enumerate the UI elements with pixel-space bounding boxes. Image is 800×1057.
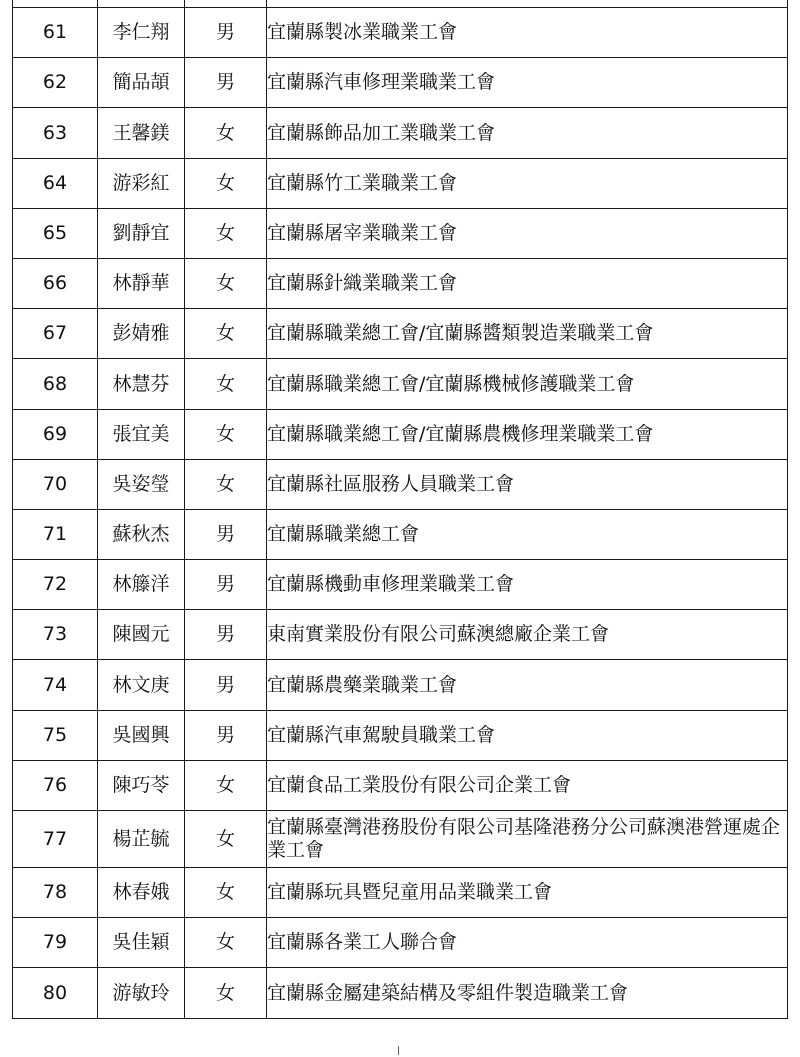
row-number-cell: 63: [13, 108, 98, 158]
row-number-cell: 76: [13, 760, 98, 810]
union-name-cell: 宜蘭縣製冰業職業工會: [267, 8, 788, 58]
member-roster-table: [12, 0, 788, 1019]
table-row: [13, 968, 788, 1018]
table-row: [13, 868, 788, 918]
union-name-cell: 宜蘭縣臺灣港務股份有限公司基隆港務分公司蘇澳港營運處企業工會: [267, 811, 788, 868]
table-row: [13, 108, 788, 158]
row-number-cell: 79: [13, 918, 98, 968]
gender-cell: 男: [185, 58, 267, 108]
row-number-cell: 67: [13, 309, 98, 359]
union-name-cell: 宜蘭縣農藥業職業工會: [267, 660, 788, 710]
gender-cell: 女: [185, 359, 267, 409]
union-name-cell: 宜蘭縣針織業職業工會: [267, 258, 788, 308]
row-number-cell: 70: [13, 459, 98, 509]
table-row: [13, 560, 788, 610]
member-name-cell: 劉靜宜: [98, 208, 185, 258]
gender-cell: 男: [185, 509, 267, 559]
gender-cell: 女: [185, 918, 267, 968]
gender-cell: 男: [185, 8, 267, 58]
header-cell-gender: [185, 0, 267, 8]
row-number-cell: 74: [13, 660, 98, 710]
row-number-cell: 78: [13, 868, 98, 918]
union-name-cell: 宜蘭縣職業總工會/宜蘭縣機械修護職業工會: [267, 359, 788, 409]
table-row: [13, 258, 788, 308]
table-row: [13, 610, 788, 660]
union-name-cell: 宜蘭縣屠宰業職業工會: [267, 208, 788, 258]
row-number-cell: 77: [13, 811, 98, 868]
member-name-cell: 楊芷毓: [98, 811, 185, 868]
table-row: [13, 459, 788, 509]
member-name-cell: 吳佳穎: [98, 918, 185, 968]
gender-cell: 女: [185, 409, 267, 459]
row-number-cell: 68: [13, 359, 98, 409]
gender-cell: 女: [185, 158, 267, 208]
table-row: [13, 660, 788, 710]
page-center-mark: [398, 1046, 399, 1055]
table-row: [13, 359, 788, 409]
table-header-row-cropped: [13, 0, 788, 8]
union-name-cell: 宜蘭縣飾品加工業職業工會: [267, 108, 788, 158]
union-name-cell: 宜蘭食品工業股份有限公司企業工會: [267, 760, 788, 810]
gender-cell: 女: [185, 258, 267, 308]
member-name-cell: 陳巧苓: [98, 760, 185, 810]
roster-body: [13, 0, 788, 1018]
table-row: [13, 509, 788, 559]
member-name-cell: 陳國元: [98, 610, 185, 660]
union-name-cell: 宜蘭縣汽車修理業職業工會: [267, 58, 788, 108]
table-row: [13, 409, 788, 459]
union-name-cell: 宜蘭縣金屬建築結構及零組件製造職業工會: [267, 968, 788, 1018]
row-number-cell: 72: [13, 560, 98, 610]
row-number-cell: 69: [13, 409, 98, 459]
member-name-cell: 林慧芬: [98, 359, 185, 409]
table-row: [13, 710, 788, 760]
member-name-cell: 游彩紅: [98, 158, 185, 208]
union-name-cell: 宜蘭縣機動車修理業職業工會: [267, 560, 788, 610]
union-name-cell: 宜蘭縣社區服務人員職業工會: [267, 459, 788, 509]
gender-cell: 女: [185, 208, 267, 258]
member-name-cell: 林文庚: [98, 660, 185, 710]
table-row: [13, 58, 788, 108]
member-name-cell: 簡品頡: [98, 58, 185, 108]
member-name-cell: 吳國興: [98, 710, 185, 760]
gender-cell: 女: [185, 760, 267, 810]
table-row: [13, 8, 788, 58]
gender-cell: 男: [185, 710, 267, 760]
member-name-cell: 彭婧雅: [98, 309, 185, 359]
row-number-cell: 71: [13, 509, 98, 559]
header-cell-name: [98, 0, 185, 8]
row-number-cell: 75: [13, 710, 98, 760]
table-row: [13, 158, 788, 208]
member-name-cell: 林靜華: [98, 258, 185, 308]
member-name-cell: 林籐洋: [98, 560, 185, 610]
member-name-cell: 張宜美: [98, 409, 185, 459]
row-number-cell: 64: [13, 158, 98, 208]
row-number-cell: 65: [13, 208, 98, 258]
union-name-cell: 宜蘭縣玩具暨兒童用品業職業工會: [267, 868, 788, 918]
union-name-cell: 宜蘭縣職業總工會: [267, 509, 788, 559]
table-row: [13, 760, 788, 810]
member-name-cell: 吳姿瑩: [98, 459, 185, 509]
row-number-cell: 62: [13, 58, 98, 108]
gender-cell: 女: [185, 108, 267, 158]
gender-cell: 男: [185, 660, 267, 710]
union-name-cell: 宜蘭縣職業總工會/宜蘭縣醬類製造業職業工會: [267, 309, 788, 359]
gender-cell: 男: [185, 610, 267, 660]
table-row: [13, 918, 788, 968]
member-name-cell: 王馨鎂: [98, 108, 185, 158]
gender-cell: 女: [185, 868, 267, 918]
union-name-cell: 東南實業股份有限公司蘇澳總廠企業工會: [267, 610, 788, 660]
union-name-cell: 宜蘭縣竹工業職業工會: [267, 158, 788, 208]
gender-cell: 女: [185, 309, 267, 359]
gender-cell: 男: [185, 560, 267, 610]
gender-cell: 女: [185, 811, 267, 868]
union-name-cell: 宜蘭縣各業工人聯合會: [267, 918, 788, 968]
table-row: [13, 208, 788, 258]
member-name-cell: 李仁翔: [98, 8, 185, 58]
member-name-cell: 林春娥: [98, 868, 185, 918]
header-cell-number: [13, 0, 98, 8]
table-row: [13, 309, 788, 359]
row-number-cell: 80: [13, 968, 98, 1018]
row-number-cell: 73: [13, 610, 98, 660]
gender-cell: 女: [185, 968, 267, 1018]
header-cell-union: [267, 0, 788, 8]
member-name-cell: 蘇秋杰: [98, 509, 185, 559]
member-name-cell: 游敏玲: [98, 968, 185, 1018]
row-number-cell: 61: [13, 8, 98, 58]
table-row: [13, 811, 788, 868]
row-number-cell: 66: [13, 258, 98, 308]
union-name-cell: 宜蘭縣汽車駕駛員職業工會: [267, 710, 788, 760]
union-name-cell: 宜蘭縣職業總工會/宜蘭縣農機修理業職業工會: [267, 409, 788, 459]
gender-cell: 女: [185, 459, 267, 509]
